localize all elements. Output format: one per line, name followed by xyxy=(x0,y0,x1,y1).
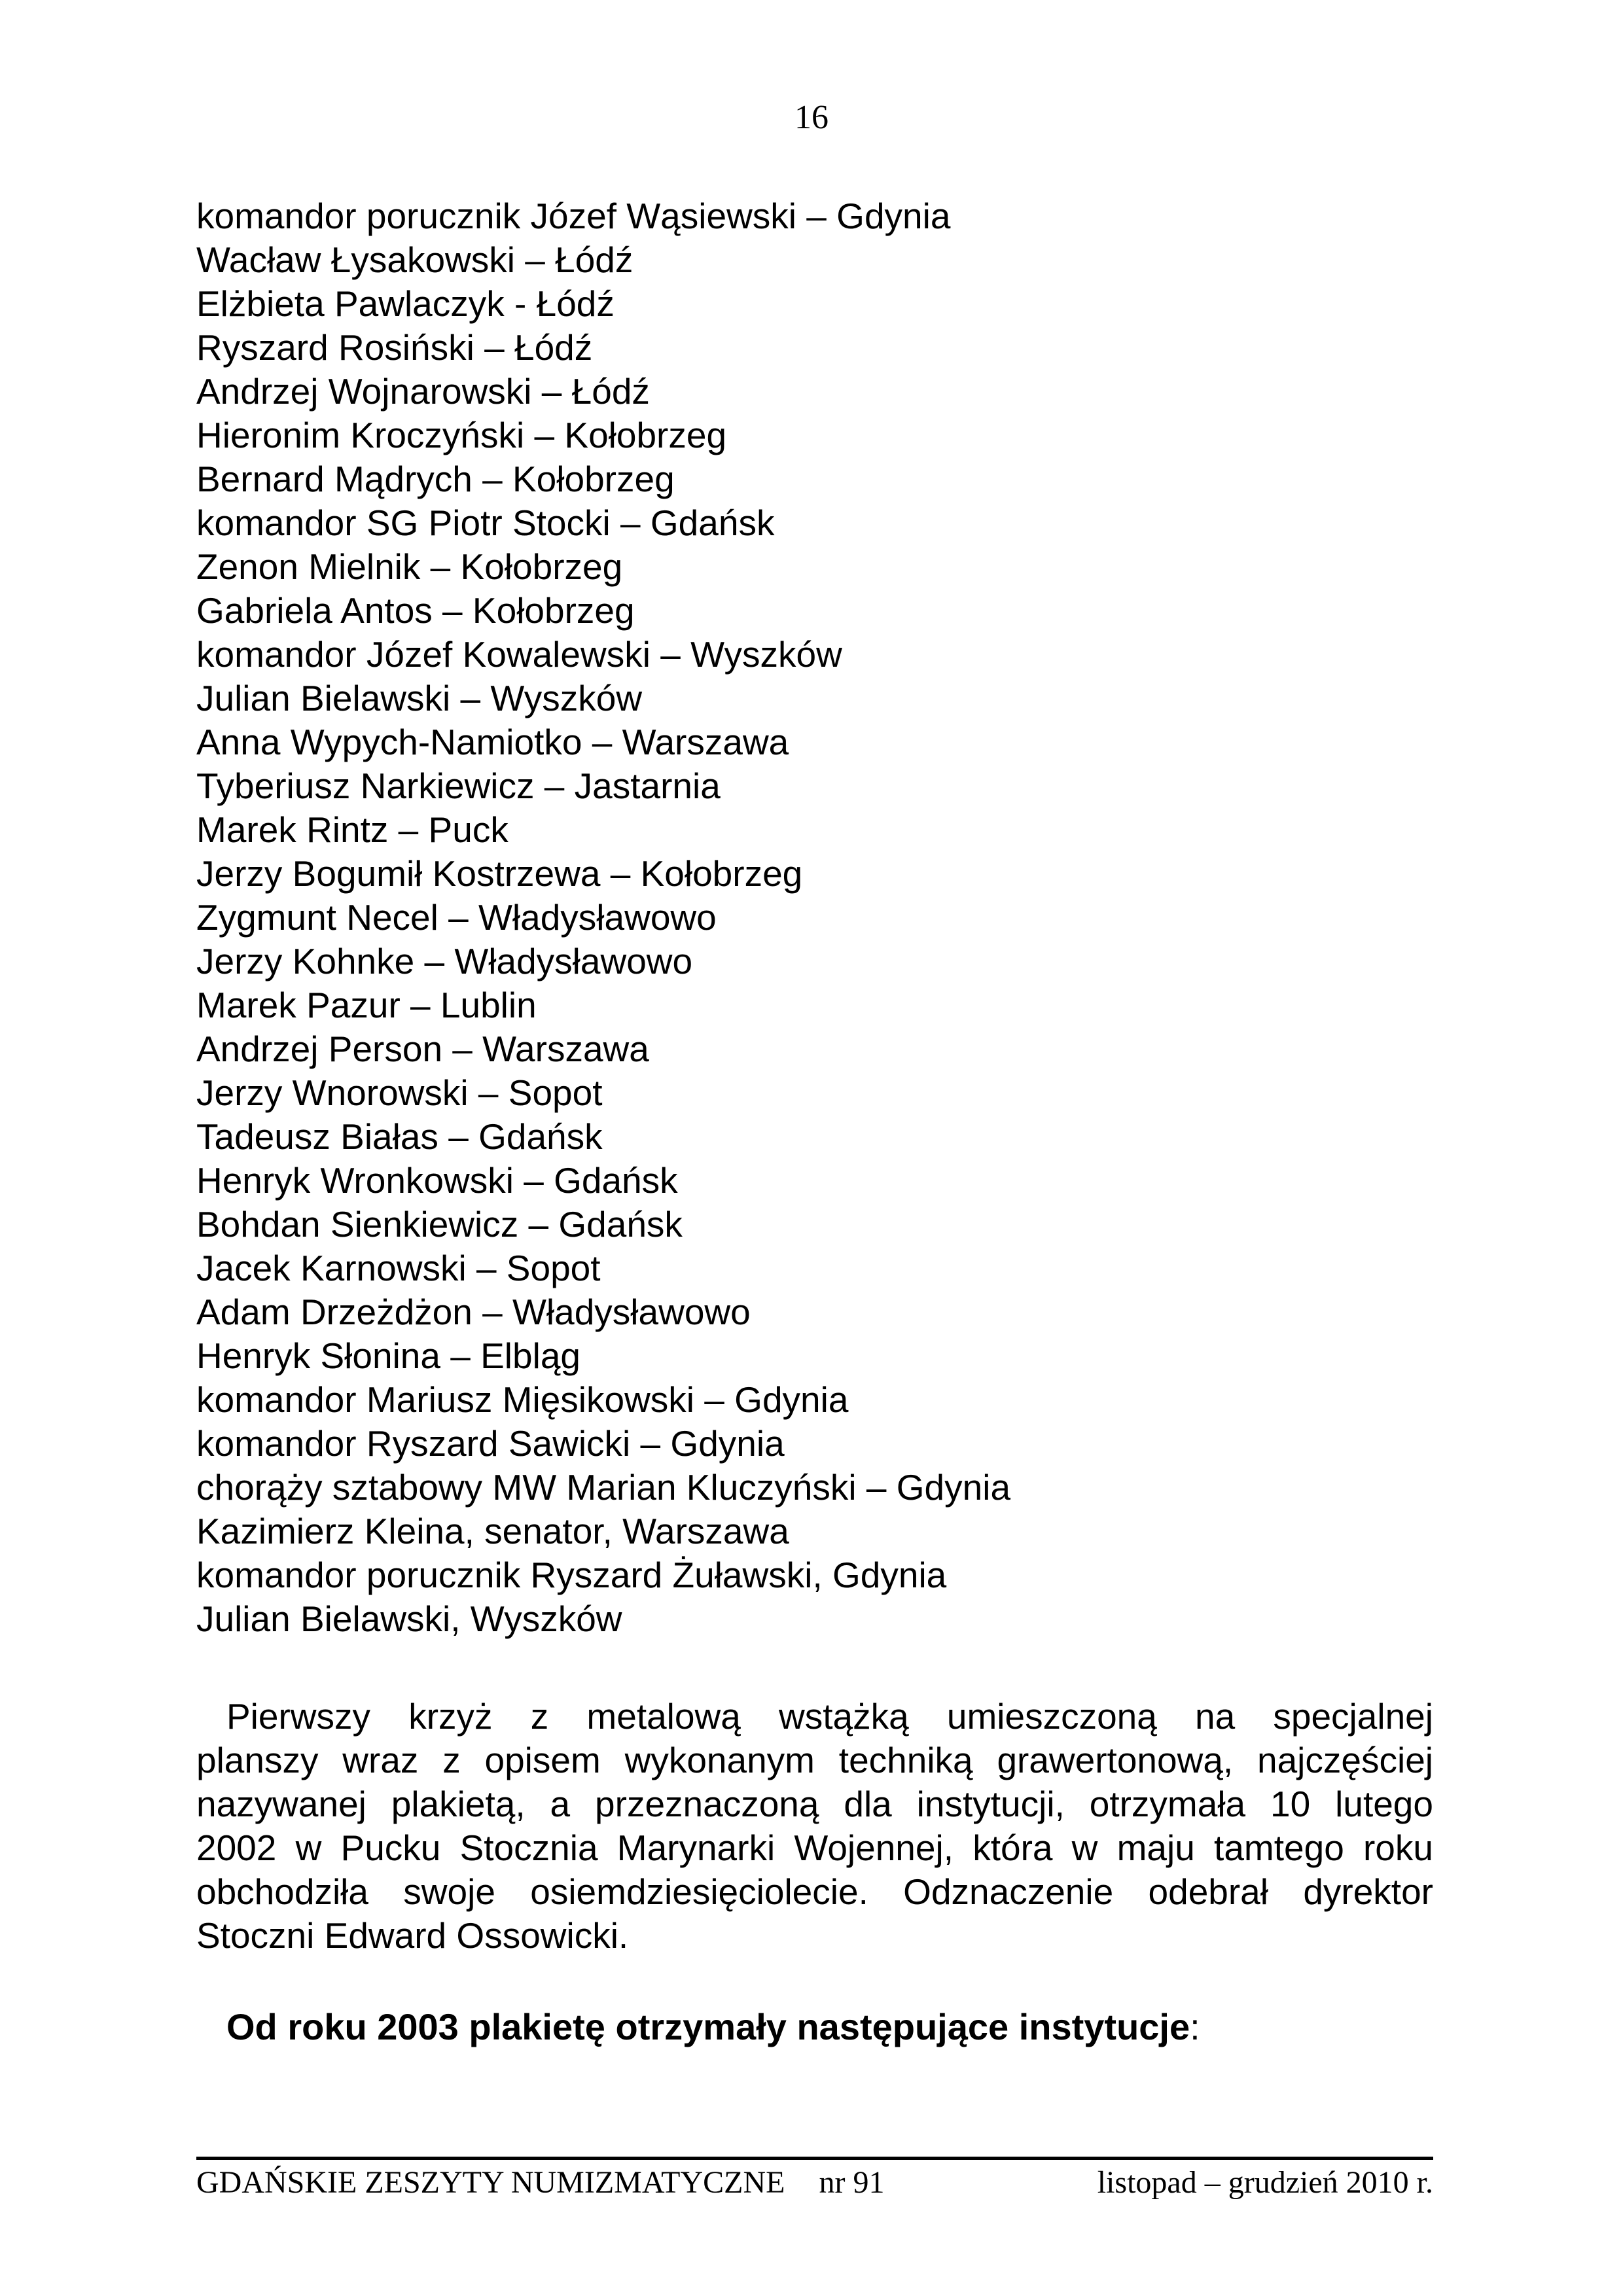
section-heading-colon: : xyxy=(1190,2006,1200,2047)
recipient-line: Adam Drzeżdżon – Władysławowo xyxy=(196,1292,751,1332)
section-heading-text: Od roku 2003 plakietę otrzymały następujące instytucje xyxy=(226,2006,1190,2047)
recipient-line: Wacław Łysakowski – Łódź xyxy=(196,239,633,280)
recipient-line: Tadeusz Białas – Gdańsk xyxy=(196,1116,603,1157)
recipient-line: Zygmunt Necel – Władysławowo xyxy=(196,897,717,938)
recipient-line: Jerzy Bogumił Kostrzewa – Kołobrzeg xyxy=(196,853,803,894)
recipient-line: komandor porucznik Ryszard Żuławski, Gdynia xyxy=(196,1555,947,1595)
recipient-line: Tyberiusz Narkiewicz – Jastarnia xyxy=(196,766,721,806)
recipient-line: komandor Mariusz Mięsikowski – Gdynia xyxy=(196,1379,849,1420)
paragraph-line: obchodziła swoje osiemdziesięciolecie. Odznaczenie odebrał dyrektor xyxy=(196,1871,1433,1912)
recipients-list xyxy=(196,194,1433,1641)
recipient-line: Jacek Karnowski – Sopot xyxy=(196,1248,601,1288)
recipient-line: Julian Bielawski, Wyszków xyxy=(196,1598,622,1639)
recipient-line: Julian Bielawski – Wyszków xyxy=(196,678,643,718)
footer-date-range: listopad – grudzień 2010 r. xyxy=(1097,2165,1433,2200)
recipient-line: komandor Ryszard Sawicki – Gdynia xyxy=(196,1423,785,1464)
recipient-line: Bernard Mądrych – Kołobrzeg xyxy=(196,459,675,499)
page-number: 16 xyxy=(794,99,829,136)
recipient-line: Ryszard Rosiński – Łódź xyxy=(196,327,593,368)
recipient-line: komandor SG Piotr Stocki – Gdańsk xyxy=(196,503,775,543)
recipient-line: Gabriela Antos – Kołobrzeg xyxy=(196,590,635,631)
recipient-line: Zenon Mielnik – Kołobrzeg xyxy=(196,546,623,587)
recipient-line: Andrzej Person – Warszawa xyxy=(196,1029,649,1069)
recipient-line: chorąży sztabowy MW Marian Kluczyński – Gdynia xyxy=(196,1467,1011,1508)
recipient-line: Henryk Wronkowski – Gdańsk xyxy=(196,1160,678,1201)
recipient-line: Jerzy Kohnke – Władysławowo xyxy=(196,941,693,981)
section-heading xyxy=(196,2005,1433,2049)
footer-journal-title: GDAŃSKIE ZESZYTY NUMIZMATYCZNE xyxy=(196,2165,785,2200)
page-content xyxy=(196,194,1433,2049)
recipient-line: Marek Pazur – Lublin xyxy=(196,985,537,1025)
recipient-line: Kazimierz Kleina, senator, Warszawa xyxy=(196,1511,789,1551)
recipient-line: Anna Wypych-Namiotko – Warszawa xyxy=(196,722,789,762)
paragraph-line: nazywanej plakietą, a przeznaczoną dla instytucji, otrzymała 10 lutego xyxy=(196,1784,1433,1824)
paragraph-line: 2002 w Pucku Stocznia Marynarki Wojennej, która w maju tamtego roku xyxy=(196,1828,1433,1868)
recipient-line: Hieronim Kroczyński – Kołobrzeg xyxy=(196,415,727,455)
recipient-line: Jerzy Wnorowski – Sopot xyxy=(196,1072,603,1113)
recipient-line: komandor porucznik Józef Wąsiewski – Gdynia xyxy=(196,196,951,236)
body-paragraph xyxy=(196,1695,1433,1958)
paragraph-line: planszy wraz z opisem wykonanym techniką grawertonową, najczęściej xyxy=(196,1740,1433,1780)
paragraph-line: Pierwszy krzyż z metalową wstążką umieszczoną na specjalnej xyxy=(226,1696,1433,1737)
recipient-line: komandor Józef Kowalewski – Wyszków xyxy=(196,634,842,675)
page-footer xyxy=(196,2157,1433,2200)
recipient-line: Andrzej Wojnarowski – Łódź xyxy=(196,371,650,412)
footer-issue-number: nr 91 xyxy=(819,2165,885,2200)
recipient-line: Henryk Słonina – Elbląg xyxy=(196,1335,581,1376)
recipient-line: Bohdan Sienkiewicz – Gdańsk xyxy=(196,1204,683,1245)
paragraph-line: Stoczni Edward Ossowicki. xyxy=(196,1915,629,1956)
recipient-line: Elżbieta Pawlaczyk - Łódź xyxy=(196,283,615,324)
recipient-line: Marek Rintz – Puck xyxy=(196,809,508,850)
